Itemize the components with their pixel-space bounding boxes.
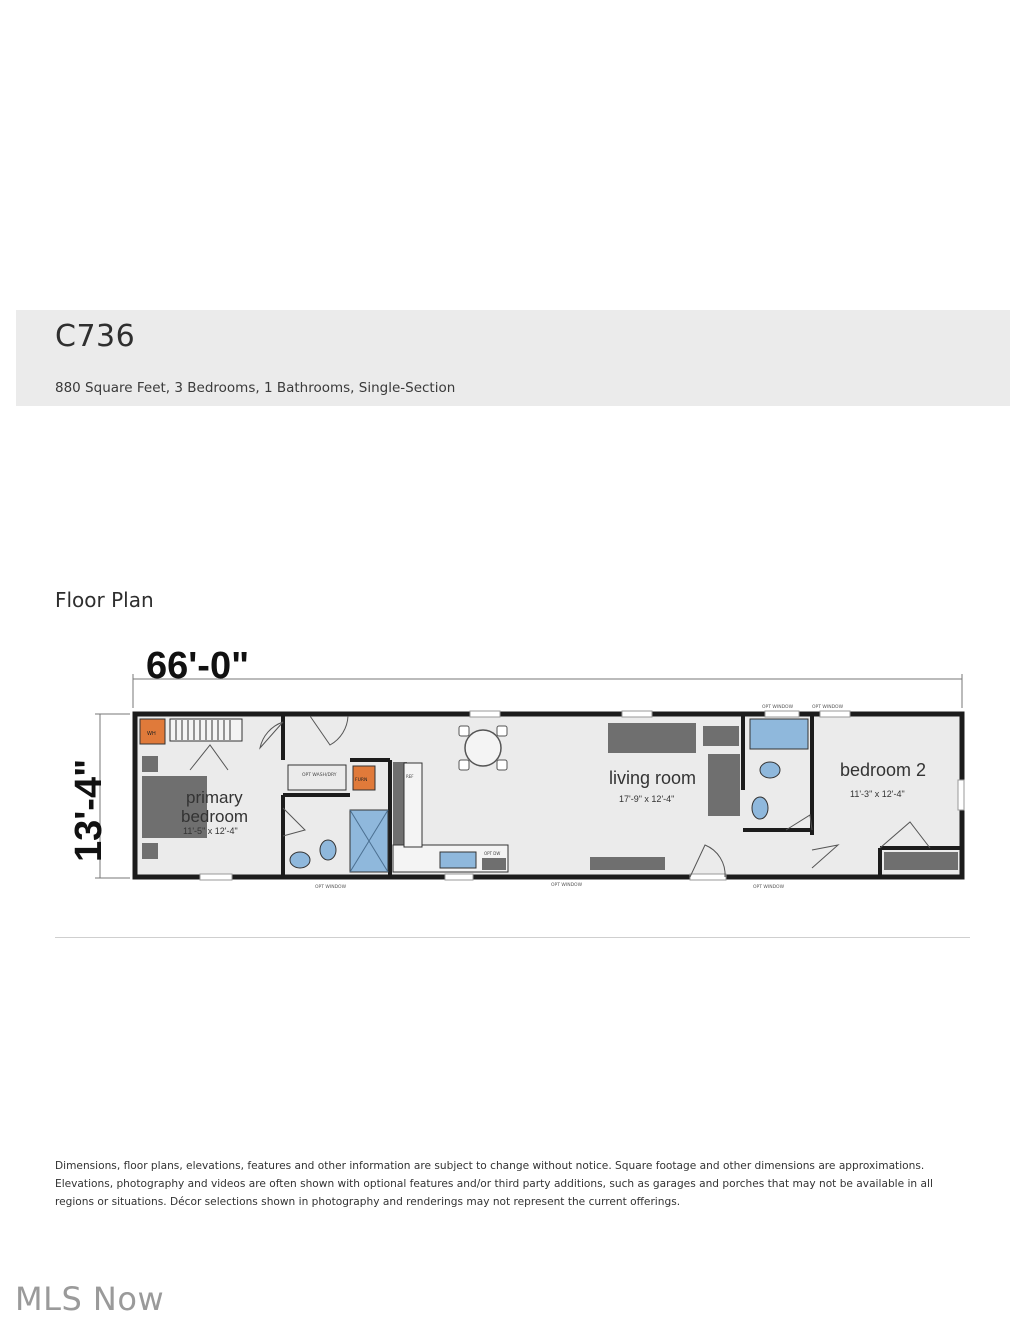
svg-text:11'-5" x 12'-4": 11'-5" x 12'-4" xyxy=(183,826,238,836)
room-label-bedroom2: bedroom 2 xyxy=(840,760,927,780)
tv-console xyxy=(590,857,665,870)
svg-text:17'-9" x 12'-4": 17'-9" x 12'-4" xyxy=(619,794,675,804)
svg-text:bedroom: bedroom xyxy=(181,807,249,826)
svg-text:OPT WASH/DRY: OPT WASH/DRY xyxy=(302,773,337,778)
tub xyxy=(750,719,808,749)
svg-text:REF: REF xyxy=(406,774,414,779)
floor-plan-heading: Floor Plan xyxy=(55,588,154,612)
svg-text:OPT WINDOW: OPT WINDOW xyxy=(315,885,347,890)
svg-text:11'-3" x 12'-4": 11'-3" x 12'-4" xyxy=(850,789,905,799)
sofa xyxy=(608,723,696,753)
svg-text:FURN: FURN xyxy=(355,778,368,783)
svg-text:OPT WINDOW: OPT WINDOW xyxy=(551,883,583,888)
svg-text:OPT WINDOW: OPT WINDOW xyxy=(762,705,794,710)
disclaimer-text: Dimensions, floor plans, elevations, features and other information are subject to change without notice. Square footage and other dimensions are approximations. Elevations, photography and videos are often shown with optional features and/or third party additions, such as garages and porches that may not be available in all regions or situations. Décor selections shown in photography and renderings may not represent the current offerings. xyxy=(55,1160,933,1208)
bath1-sink xyxy=(290,852,310,868)
room-label-living: living room xyxy=(609,768,697,788)
bath1-toilet xyxy=(320,840,336,860)
home-outline xyxy=(135,714,962,877)
floor-plan-drawing xyxy=(60,636,970,896)
svg-text:OPT WINDOW: OPT WINDOW xyxy=(753,885,785,890)
section-divider xyxy=(55,937,970,938)
kitchen-sink xyxy=(440,852,476,868)
svg-text:OPT WINDOW: OPT WINDOW xyxy=(812,705,844,710)
model-summary: 880 Square Feet, 3 Bedrooms, 1 Bathrooms, Single-Section xyxy=(55,380,456,396)
depth-dimension-label: 13'-4" xyxy=(68,758,110,862)
width-dimension-label: 66'-0" xyxy=(146,645,250,687)
svg-text:WH: WH xyxy=(147,731,156,737)
model-title: C736 xyxy=(55,319,136,354)
dining-table xyxy=(465,730,501,766)
loveseat xyxy=(708,754,740,816)
bedroom2-closet xyxy=(884,852,958,870)
svg-text:OPT DW: OPT DW xyxy=(484,851,501,856)
room-label-primary: primary xyxy=(186,788,243,807)
watermark: MLS Now xyxy=(15,1280,165,1318)
